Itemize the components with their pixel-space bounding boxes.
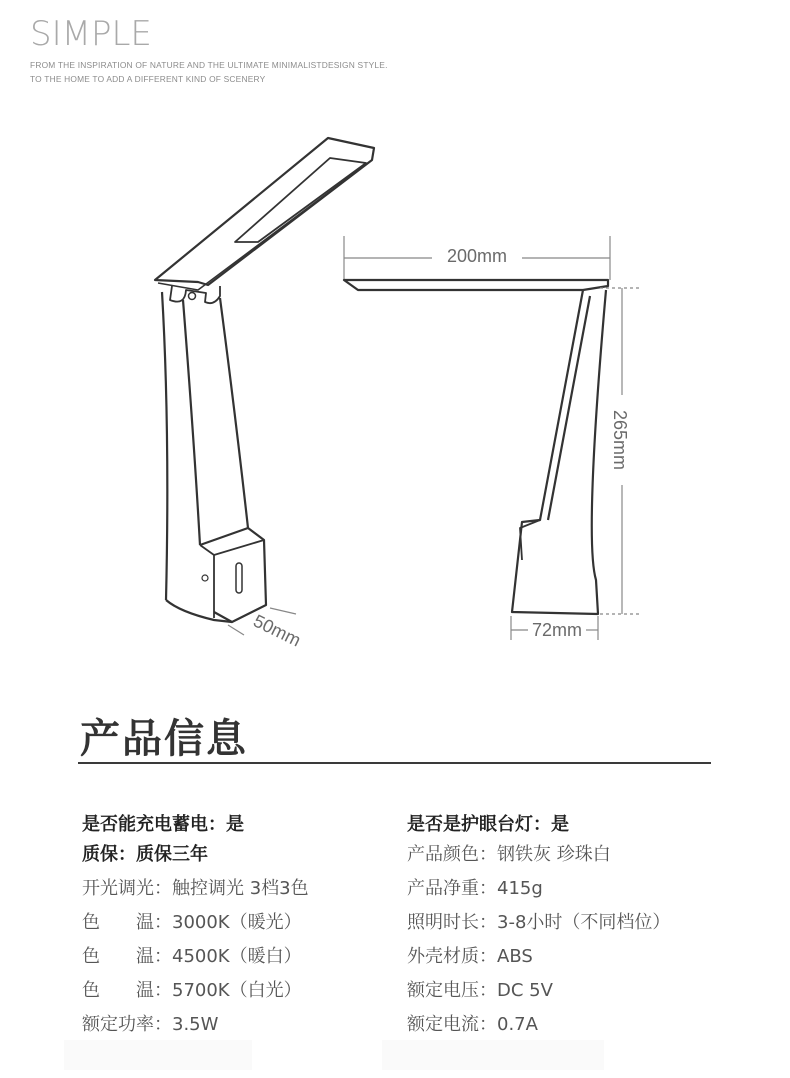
spec-value: 质保三年	[136, 844, 208, 865]
spec-key: 额定电压：	[407, 980, 497, 1001]
spec-value: 是	[226, 814, 244, 835]
spec-key: 产品净重：	[407, 878, 497, 899]
spec-row-left	[82, 810, 244, 836]
spec-key: 额定功率：	[82, 1014, 172, 1035]
spec-value: 0.7A	[497, 1014, 538, 1035]
section-title: 产品信息	[80, 716, 248, 762]
width-dimension-label: 200mm	[446, 246, 508, 266]
spec-key: 开光调光：	[82, 878, 172, 899]
spec-key: 是否能充电蓄电：	[82, 814, 226, 835]
spec-value: 钢铁灰 珍珠白	[497, 844, 611, 865]
spec-row-right	[407, 840, 611, 866]
spec-row-left	[82, 976, 302, 1002]
spec-value: 3000K（暖光）	[172, 912, 302, 933]
spec-key: 色 温：	[82, 912, 172, 933]
spec-value: 是	[551, 814, 569, 835]
base-dimension-label: 72mm	[531, 620, 583, 640]
faded-footer-block-left	[64, 1040, 252, 1070]
lamp-side-drawing	[344, 236, 640, 640]
spec-value: ABS	[497, 946, 533, 967]
spec-value: 415g	[497, 878, 543, 899]
spec-row-right	[407, 874, 543, 900]
spec-value: 3.5W	[172, 1014, 219, 1035]
spec-key: 色 温：	[82, 980, 172, 1001]
spec-key: 额定电流：	[407, 1014, 497, 1035]
spec-key: 色 温：	[82, 946, 172, 967]
spec-row-right	[407, 908, 670, 934]
spec-row-right	[407, 942, 533, 968]
spec-row-left	[82, 908, 302, 934]
spec-row-right	[407, 810, 569, 836]
spec-key: 质保：	[82, 844, 136, 865]
spec-key: 外壳材质：	[407, 946, 497, 967]
spec-value: 3-8小时（不同档位）	[497, 912, 671, 933]
spec-row-left	[82, 840, 208, 866]
subtitle-line-2: TO THE HOME TO ADD A DIFFERENT KIND OF SCENERY	[30, 74, 266, 84]
spec-value: 触控调光 3档3色	[172, 878, 309, 899]
subtitle-line-1: FROM THE INSPIRATION OF NATURE AND THE ULTIMATE MINIMALISTDESIGN STYLE.	[30, 60, 388, 70]
spec-key: 照明时长：	[407, 912, 497, 933]
spec-row-right	[407, 976, 553, 1002]
section-divider	[78, 762, 711, 764]
spec-row-left	[82, 1010, 218, 1036]
spec-value: 4500K（暖白）	[172, 946, 302, 967]
lamp-perspective-drawing	[155, 138, 374, 651]
height-dimension-label: 265mm	[610, 409, 630, 471]
spec-row-left	[82, 874, 309, 900]
spec-key: 是否是护眼台灯：	[407, 814, 551, 835]
depth-dimension-label: 50mm	[250, 610, 304, 651]
spec-value: 5700K（白光）	[172, 980, 302, 1001]
spec-value: DC 5V	[497, 980, 553, 1001]
page-title: SIMPLE	[30, 14, 152, 54]
spec-row-left	[82, 942, 302, 968]
spec-row-right	[407, 1010, 538, 1036]
spec-key: 产品颜色：	[407, 844, 497, 865]
faded-footer-block-right	[382, 1040, 604, 1070]
